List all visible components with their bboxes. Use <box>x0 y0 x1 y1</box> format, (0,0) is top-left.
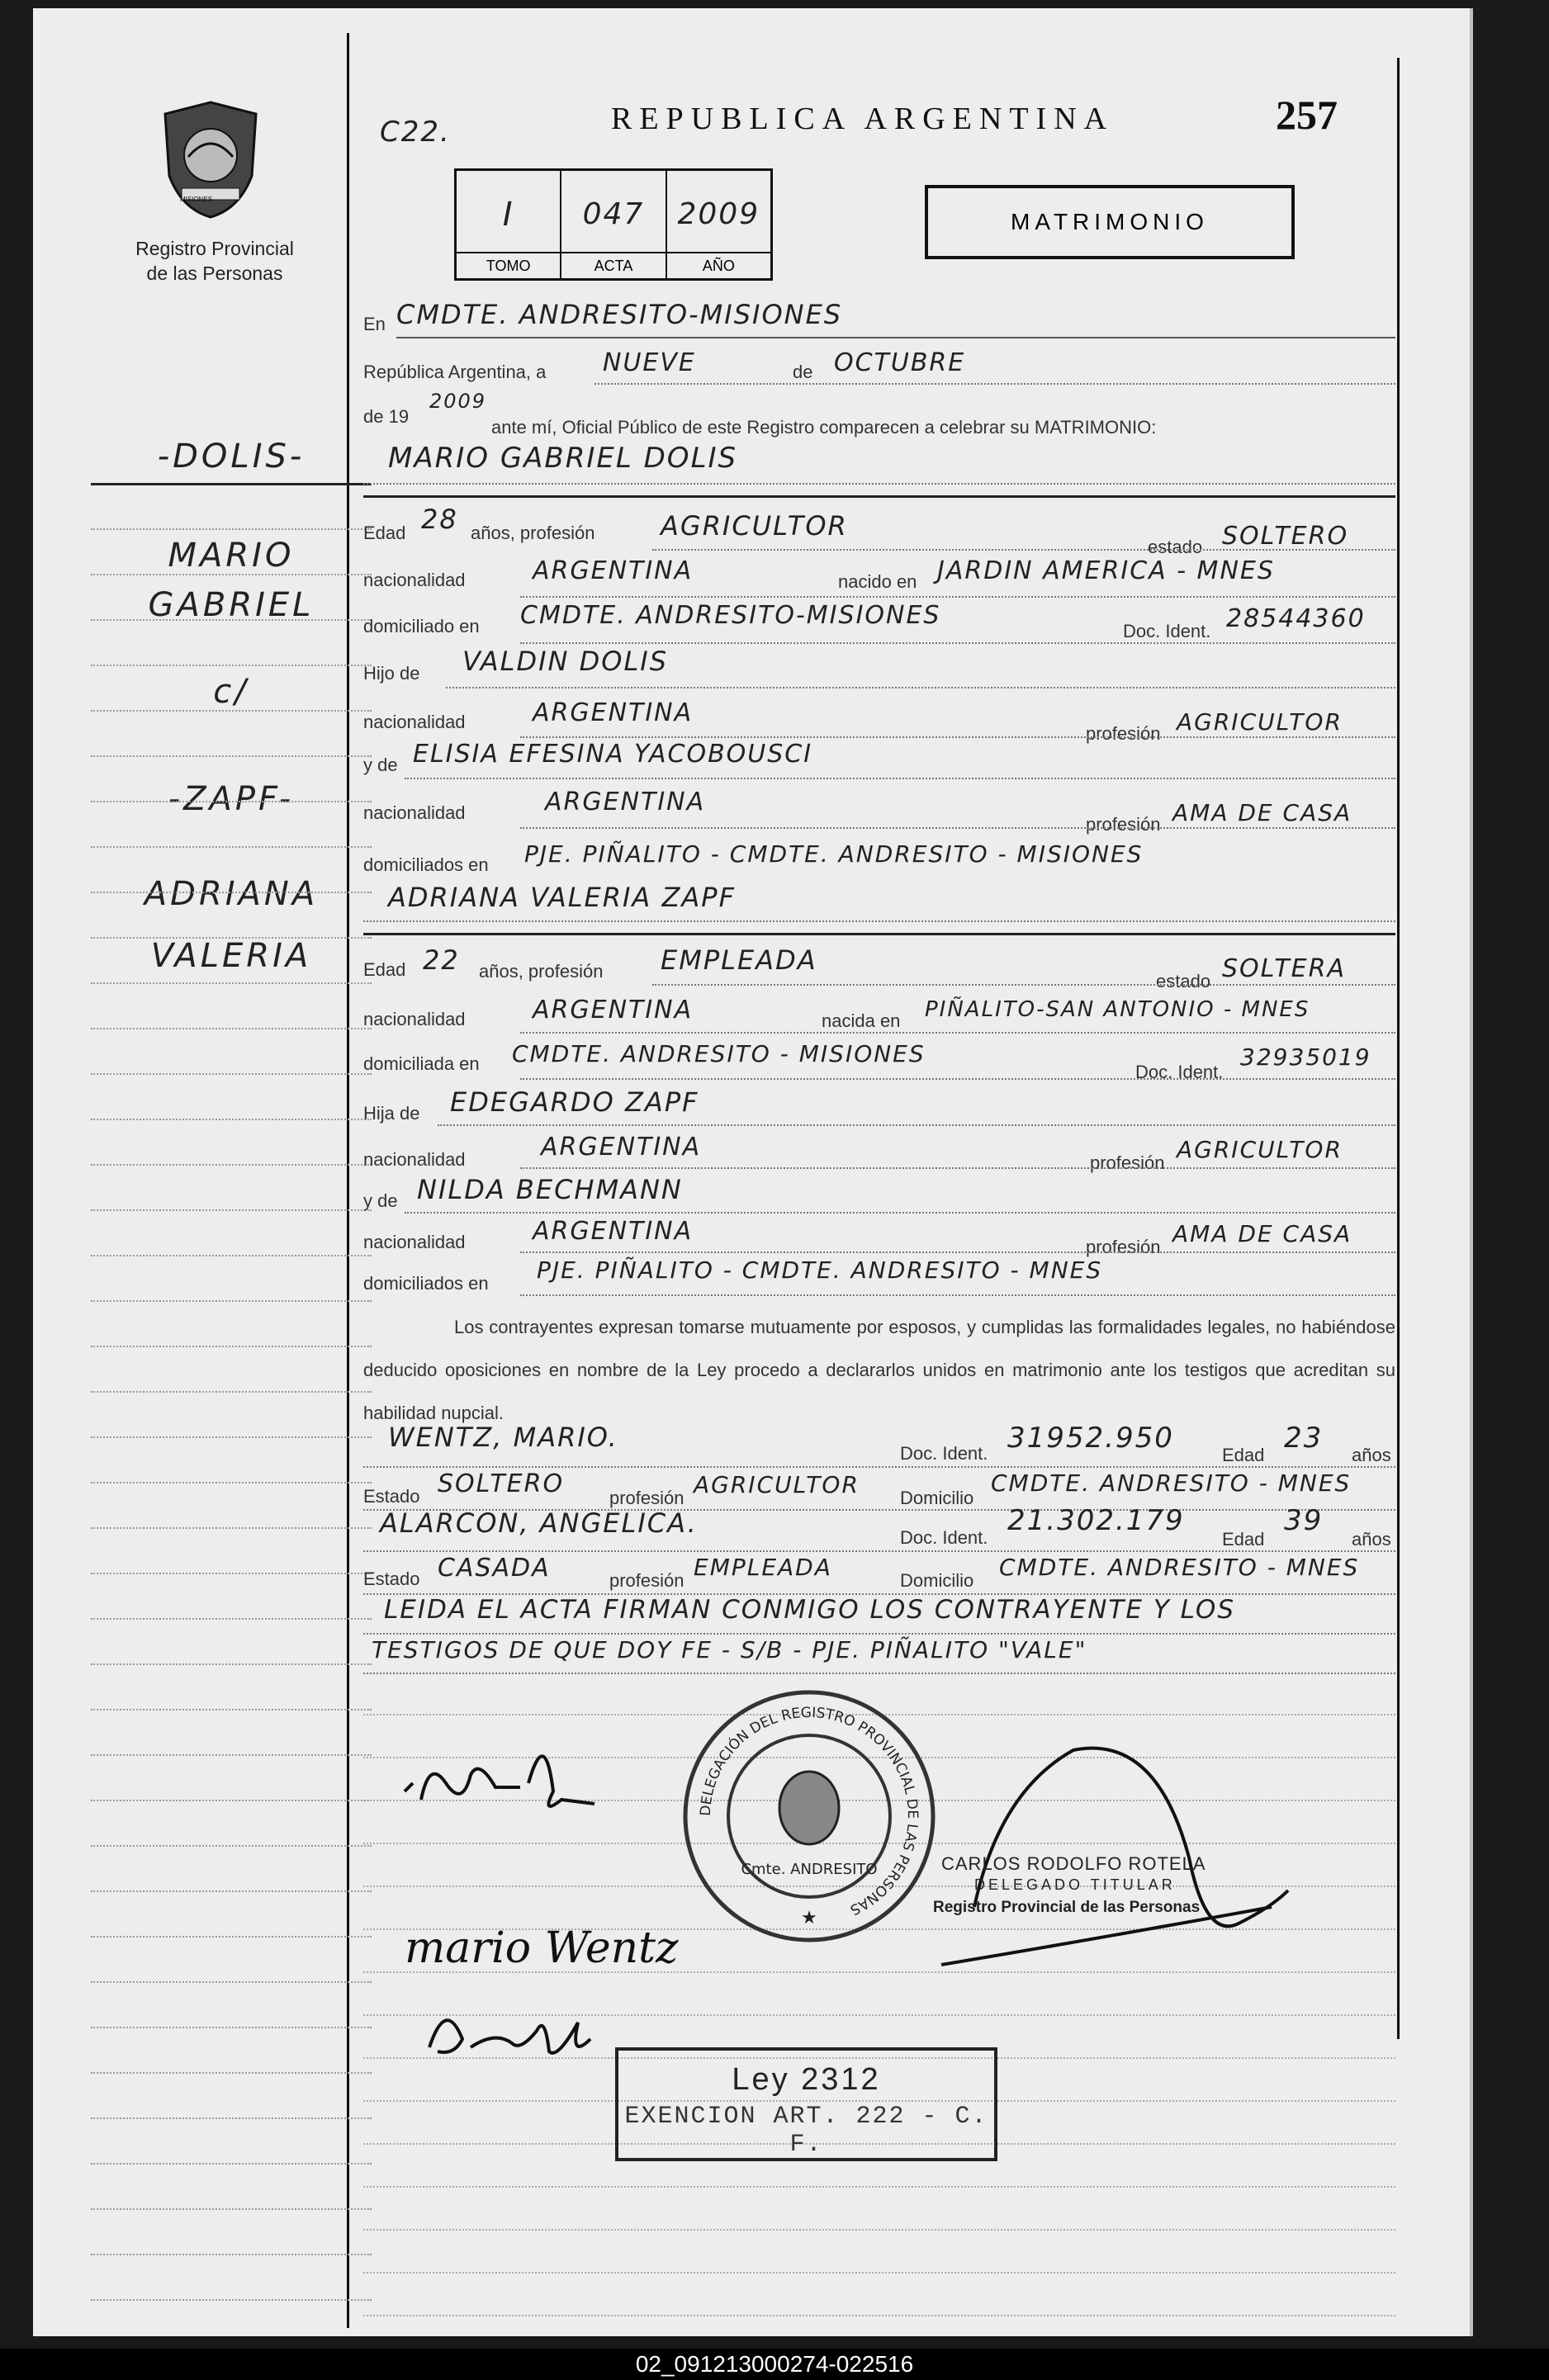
bride-age: 22 <box>423 944 460 976</box>
groom-row4-line <box>446 687 1395 688</box>
crest-caption: MISIONES <box>180 196 213 203</box>
groom-father: VALDIN DOLIS <box>462 646 669 677</box>
certificate-type-box: MATRIMONIO <box>925 185 1295 259</box>
witness1-status: SOLTERO <box>438 1469 565 1498</box>
groom-anos-label: años, profesión <box>471 523 595 543</box>
bride-status: SOLTERA <box>1222 954 1346 983</box>
acta-label: ACTA <box>561 252 665 278</box>
bride-father-prof-label: profesión <box>1090 1152 1165 1173</box>
groom-row2-line <box>520 596 1395 598</box>
margin-ruled-line <box>91 1346 372 1347</box>
witness1-doc: 31952.950 <box>1007 1422 1174 1455</box>
witness2-domicile: CMDTE. ANDRESITO - MNES <box>999 1554 1360 1581</box>
document-page <box>33 8 1473 2336</box>
bride-row6-line <box>405 1212 1395 1214</box>
groom-edad-label: Edad <box>363 523 406 543</box>
witness2-dom-label: Domicilio <box>900 1570 974 1591</box>
bride-born-label: nacida en <box>822 1010 901 1031</box>
margin-ruled-line <box>91 619 372 621</box>
law-stamp-line2: EXENCION ART. 222 - C. F. <box>624 2103 988 2159</box>
groom-doc: 28544360 <box>1226 604 1366 633</box>
bride-father-nat-label: nacionalidad <box>363 1149 466 1170</box>
republic-label: República Argentina, a <box>363 362 547 382</box>
margin-ruled-line <box>91 892 372 893</box>
bride-domicile: CMDTE. ANDRESITO - MISIONES <box>512 1040 926 1067</box>
groom-nac-label: nacionalidad <box>363 570 466 590</box>
margin-ruled-line <box>91 1073 372 1075</box>
groom-parents-dom: PJE. PIÑALITO - CMDTE. ANDRESITO - MISIONES <box>524 840 1144 868</box>
witness2-doc-label: Doc. Ident. <box>900 1527 988 1548</box>
margin-ruled-line <box>91 755 372 757</box>
bride-doc: 32935019 <box>1240 1043 1371 1071</box>
groom-row1-line <box>652 549 1395 551</box>
margin-groom-second: GABRIEL <box>148 586 315 624</box>
seal-center-text: Cmte. ANDRESITO <box>741 1861 878 1878</box>
bride-parents-dom-label: domiciliados en <box>363 1273 489 1294</box>
groom-row7-line <box>520 827 1395 829</box>
margin-ruled-line <box>91 665 372 666</box>
margin-ruled-line <box>91 1890 372 1892</box>
witness2-row1-line <box>363 1550 1395 1552</box>
bride-row1-line <box>652 984 1395 986</box>
closing-line-1: LEIDA EL ACTA FIRMAN CONMIGO LOS CONTRAYENTE Y LOS <box>384 1595 1235 1625</box>
witness1-estado-label: Estado <box>363 1486 420 1507</box>
margin-ruled-line <box>91 846 372 848</box>
witness1-domicile: CMDTE. ANDRESITO - MNES <box>991 1469 1352 1497</box>
registry-name <box>116 236 314 286</box>
margin-ruled-line <box>91 1754 372 1756</box>
witness1-dom-label: Domicilio <box>900 1488 974 1508</box>
groom-status: SOLTERO <box>1222 522 1349 551</box>
margin-ruled-line <box>91 2299 372 2301</box>
groom-signature-icon <box>396 1709 611 1824</box>
acta-value: 047 <box>582 197 645 231</box>
margin-ruled-line <box>91 2163 372 2165</box>
date-line <box>594 383 1395 385</box>
top-note: C22. <box>380 116 451 149</box>
groom-estado-label: estado <box>1148 537 1203 557</box>
tomo-label: TOMO <box>457 252 560 278</box>
margin-ruled-line <box>91 1300 372 1302</box>
margin-ruled-line <box>91 1391 372 1393</box>
ano-cell <box>667 171 770 278</box>
groom-father-prof: AGRICULTOR <box>1177 708 1343 736</box>
groom-mother-nat-label: nacionalidad <box>363 802 466 823</box>
groom-row5-line <box>520 736 1395 738</box>
registry-name-line1: Registro Provincial <box>135 238 294 259</box>
ano-value: 2009 <box>677 197 760 231</box>
bride-row2-line <box>520 1032 1395 1034</box>
margin-ruled-line <box>91 1845 372 1847</box>
bride-signature-icon <box>413 1981 603 2072</box>
bride-mother-nat-label: nacionalidad <box>363 1232 466 1252</box>
margin-ruled-line <box>91 1618 372 1620</box>
margin-conj: c/ <box>213 673 249 711</box>
witness-signature-mario-wentz: mario Wentz <box>405 1923 679 1973</box>
groom-doc-label: Doc. Ident. <box>1123 621 1211 641</box>
bride-name-line <box>363 920 1395 922</box>
groom-born-label: nacido en <box>838 571 917 592</box>
bride-profession: EMPLEADA <box>661 944 817 976</box>
marriage-year: 2009 <box>429 390 487 413</box>
bride-doc-label: Doc. Ident. <box>1135 1062 1224 1082</box>
witness1-row1-line <box>363 1466 1395 1468</box>
bride-yde-label: y de <box>363 1190 398 1211</box>
seal-ring-text: DELEGACIÓN DEL REGISTRO PROVINCIAL DE LAS PERSONAS <box>697 1704 921 1919</box>
bride-mother: NILDA BECHMANN <box>417 1174 683 1205</box>
margin-ruled-line <box>91 528 372 530</box>
closing-line-2-rule <box>363 1673 1395 1674</box>
groom-nationality: ARGENTINA <box>533 556 694 585</box>
witness2-name: ALARCON, ANGELICA. <box>380 1507 698 1539</box>
closing-line-1-rule <box>363 1633 1395 1635</box>
witness2-profession: EMPLEADA <box>694 1554 832 1581</box>
groom-parents-dom-label: domiciliados en <box>363 854 489 875</box>
place-line <box>396 337 1395 338</box>
country-title: REPUBLICA ARGENTINA <box>611 102 1115 136</box>
groom-section-rule <box>363 495 1395 498</box>
bride-nationality: ARGENTINA <box>533 996 694 1024</box>
witness1-prof-label: profesión <box>609 1488 684 1508</box>
body-ruled-line <box>363 2229 1395 2231</box>
marriage-day: NUEVE <box>603 348 696 377</box>
margin-ruled-line <box>91 2208 372 2210</box>
margin-ruled-line <box>91 1663 372 1665</box>
bride-row7-line <box>520 1252 1395 1253</box>
groom-mother-prof: AMA DE CASA <box>1172 799 1352 826</box>
margin-ruled-line <box>91 2117 372 2119</box>
margin-ruled-line <box>91 1573 372 1574</box>
margin-ruled-line <box>91 801 372 802</box>
declaration-text: Los contrayentes expresan tomarse mutuamente por esposos, y cumplidas las formalidades legales, no habiéndose deducido oposiciones en nombre de la Ley procedo a declararlos unidos en matrimonio ante los testigos que acreditan su habilidad nupcial. <box>363 1317 1395 1423</box>
groom-age: 28 <box>421 504 458 535</box>
margin-line-1 <box>91 483 372 485</box>
margin-ruled-line <box>91 2027 372 2028</box>
groom-birthplace: JARDIN AMERICA - MNES <box>937 556 1275 585</box>
groom-row6-line <box>405 778 1395 779</box>
closing-line-2: TESTIGOS DE QUE DOY FE - S/B - PJE. PIÑALITO "VALE" <box>372 1636 1087 1663</box>
bride-mother-nat: ARGENTINA <box>533 1217 694 1246</box>
registry-name-line2: de las Personas <box>146 263 283 284</box>
groom-hijo-label: Hijo de <box>363 663 420 684</box>
bride-row3-line <box>520 1078 1395 1080</box>
witness1-anos-label: años <box>1352 1445 1391 1465</box>
groom-full-name: MARIO GABRIEL DOLIS <box>388 442 738 475</box>
groom-yde-label: y de <box>363 755 398 775</box>
bride-father-prof: AGRICULTOR <box>1177 1136 1343 1163</box>
law-exemption-stamp <box>615 2047 997 2161</box>
groom-profession: AGRICULTOR <box>661 510 848 542</box>
bride-father: EDEGARDO ZAPF <box>450 1086 699 1118</box>
margin-ruled-line <box>91 1436 372 1438</box>
tomo-value: I <box>502 196 514 234</box>
body-ruled-line <box>363 2186 1395 2188</box>
margin-groom-first: MARIO <box>168 537 295 575</box>
groom-father-prof-label: profesión <box>1086 723 1161 744</box>
margin-rule-left <box>347 33 349 2328</box>
margin-bride-first: ADRIANA <box>144 875 319 913</box>
bride-mother-prof: AMA DE CASA <box>1172 1220 1352 1247</box>
margin-ruled-line <box>91 1709 372 1710</box>
law-stamp-line1: Ley 2312 <box>732 2062 881 2097</box>
record-number-box <box>454 168 773 281</box>
groom-mother-nat: ARGENTINA <box>545 788 706 816</box>
groom-dom-label: domiciliado en <box>363 616 480 636</box>
appearance-statement: ante mí, Oficial Público de este Registro comparecen a celebrar su MATRIMONIO: <box>491 417 1157 438</box>
witness1-edad-label: Edad <box>1222 1445 1265 1465</box>
margin-ruled-line <box>91 1209 372 1211</box>
margin-ruled-line <box>91 1981 372 1983</box>
bride-edad-label: Edad <box>363 959 406 980</box>
bride-hija-label: Hija de <box>363 1103 420 1124</box>
official-name: CARLOS RODOLFO ROTELA <box>941 1853 1206 1874</box>
witness1-name: WENTZ, MARIO. <box>388 1422 618 1453</box>
groom-row3-line <box>520 642 1395 644</box>
groom-domicile: CMDTE. ANDRESITO-MISIONES <box>520 601 941 630</box>
bride-mother-prof-label: profesión <box>1086 1237 1161 1257</box>
groom-father-nat-label: nacionalidad <box>363 712 466 732</box>
en-label: En <box>363 314 386 334</box>
bride-full-name: ADRIANA VALERIA ZAPF <box>388 882 736 913</box>
witness2-anos-label: años <box>1352 1529 1391 1550</box>
bride-section-rule <box>363 933 1395 935</box>
body-ruled-line <box>363 2272 1395 2274</box>
witness2-edad-label: Edad <box>1222 1529 1265 1550</box>
de19-label: de 19 <box>363 406 410 427</box>
bride-nac-label: nacionalidad <box>363 1009 466 1029</box>
witness2-doc: 21.302.179 <box>1007 1504 1185 1537</box>
bride-father-nat: ARGENTINA <box>541 1133 702 1162</box>
witness2-status: CASADA <box>438 1554 551 1583</box>
image-id-footer: 02_091213000274-022516 <box>0 2349 1549 2380</box>
official-seal-icon <box>677 1684 941 1948</box>
margin-ruled-line <box>91 1255 372 1256</box>
margin-groom-surname: -DOLIS- <box>157 438 306 476</box>
margin-ruled-line <box>91 1936 372 1938</box>
margin-rule-right <box>1397 58 1400 2039</box>
margin-ruled-line <box>91 574 372 575</box>
bride-estado-label: estado <box>1156 971 1211 991</box>
margin-ruled-line <box>91 1164 372 1166</box>
margin-ruled-line <box>91 1119 372 1120</box>
margin-ruled-line <box>91 2254 372 2255</box>
bride-row4-line <box>438 1124 1395 1126</box>
witness2-age: 39 <box>1284 1504 1324 1537</box>
margin-ruled-line <box>91 982 372 984</box>
margin-ruled-line <box>91 1028 372 1029</box>
bride-parents-dom: PJE. PIÑALITO - CMDTE. ANDRESITO - MNES <box>537 1256 1103 1284</box>
groom-mother-prof-label: profesión <box>1086 814 1161 835</box>
witness1-doc-label: Doc. Ident. <box>900 1443 988 1464</box>
margin-bride-second: VALERIA <box>150 937 312 975</box>
margin-ruled-line <box>91 937 372 939</box>
witness2-estado-label: Estado <box>363 1569 420 1589</box>
margin-bride-surname: -ZAPF- <box>168 780 295 818</box>
bride-row5-line <box>520 1167 1395 1169</box>
witness1-age: 23 <box>1284 1422 1324 1455</box>
margin-ruled-line <box>91 1527 372 1529</box>
marriage-month: OCTUBRE <box>834 348 966 377</box>
de-label: de <box>793 362 813 382</box>
marriage-place: CMDTE. ANDRESITO-MISIONES <box>396 299 843 330</box>
official-title: DELEGADO TITULAR <box>974 1876 1176 1893</box>
margin-ruled-line <box>91 1482 372 1483</box>
groom-mother: ELISIA EFESINA YACOBOUSCI <box>413 740 813 769</box>
body-ruled-line <box>363 2315 1395 2316</box>
margin-ruled-line <box>91 1800 372 1801</box>
margin-ruled-line <box>91 2072 372 2074</box>
margin-ruled-line <box>91 710 372 712</box>
bride-anos-label: años, profesión <box>479 961 604 982</box>
tomo-cell <box>457 171 561 278</box>
bride-row8-line <box>520 1294 1395 1296</box>
ano-label: AÑO <box>667 252 770 278</box>
groom-name-line <box>363 483 1395 485</box>
bride-dom-label: domiciliada en <box>363 1053 480 1074</box>
svg-text:★: ★ <box>801 1907 817 1928</box>
acta-cell <box>561 171 666 278</box>
bride-birthplace: PIÑALITO-SAN ANTONIO - MNES <box>925 997 1310 1022</box>
groom-father-nat: ARGENTINA <box>533 698 694 727</box>
witness1-profession: AGRICULTOR <box>694 1471 860 1498</box>
official-office: Registro Provincial de las Personas <box>933 1899 1201 1916</box>
witness2-prof-label: profesión <box>609 1570 684 1591</box>
page-number: 257 <box>1276 92 1338 138</box>
